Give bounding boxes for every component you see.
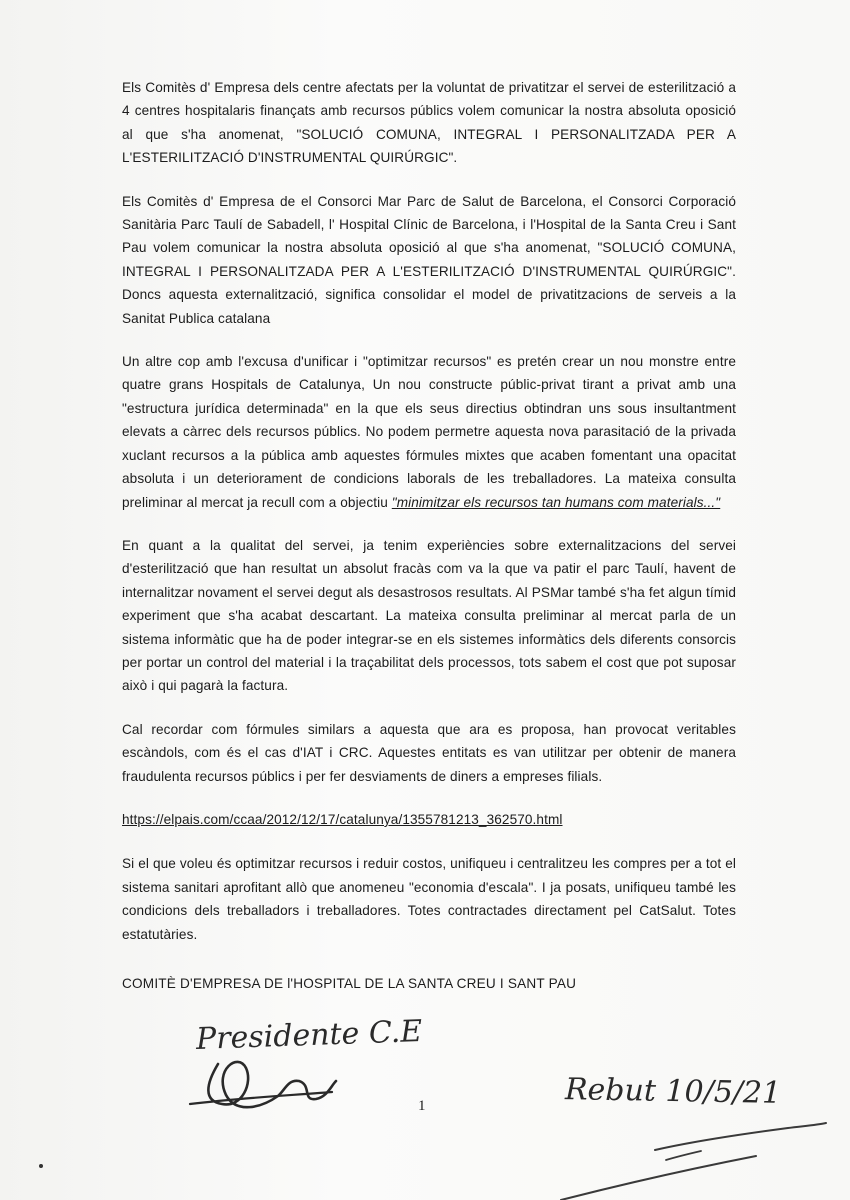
handwritten-received-note: Rebut 10/5/21 xyxy=(564,1072,782,1111)
page-number: 1 xyxy=(418,1098,426,1114)
handwritten-president-note: Presidente C.E xyxy=(195,1014,423,1057)
paragraph-5: Cal recordar com fórmules similars a aquesta que ara es proposa, han provocat veritables escàndols, com és el cas d'IAT i CRC. Aquestes entitats es van utilitzar per obtenir de manera fraudulenta recursos públics i per fer desviaments de diners a empreses filials. xyxy=(122,721,736,784)
paragraph-2: Els Comitès d' Empresa de el Consorci Mar Parc de Salut de Barcelona, el Consorci Corporació Sanitària Parc Taulí de Sabadell, l' Hospital Clínic de Barcelona, i l'Hospital de la Santa Creu i Sant Pau volem comunicar la nostra absoluta oposició al que s'ha anomenat, "SOLUCIÓ COMUNA, INTEGRAL I PERSONALITZADA PER A L'ESTERILITZACIÓ D'INSTRUMENTAL QUIRÚRGIC". Doncs aquesta externalització, significa consolidar el model de privatitzacions de serveis a la Sanitat Publica catalana xyxy=(122,193,736,326)
signoff: COMITÈ D'EMPRESA DE l'HOSPITAL DE LA SANTA CREU I SANT PAU xyxy=(122,976,577,991)
scan-dot xyxy=(39,1164,43,1168)
paragraph-3-text: Un altre cop amb l'excusa d'unificar i "optimitzar recursos" es pretén crear un nou monstre entre quatre grans Hospitals de Catalunya, Un nou constructe públic-privat tirant a privat amb una "estructura jurídica determinada" en la que els seus directius obtindran uns sous insultantment elevats a càrrec dels recursos públics. No podem permetre aquesta nova parasitació de la privada xuclant recursos a la pública amb aquestes fórmules mixtes que acaben fomentant una opacitat absoluta i un deteriorament de condicions laborals de les treballadores. La mateixa consulta preliminar al mercat ja recull com a objectiu xyxy=(122,354,736,510)
reference-link[interactable]: https://elpais.com/ccaa/2012/12/17/catalunya/1355781213_362570.html xyxy=(122,811,563,827)
paragraph-1: Els Comitès d' Empresa dels centre afectats per la voluntat de privatitzar el servei de esterilització a 4 centres hospitalaris finançats amb recursos públics volem comunicar la nostra absoluta oposició al que s'ha anomenat, "SOLUCIÓ COMUNA, INTEGRAL I PERSONALITZADA PER A L'ESTERILITZACIÓ D'INSTRUMENTAL QUIRÚRGIC". xyxy=(122,80,736,166)
pen-stroke-lower xyxy=(561,1156,756,1200)
paragraph-4: En quant a la qualitat del servei, ja tenim experiències sobre externalitzacions del servei d'esterilització que han resultat un absolut fracàs com va la que va patir el parc Taulí, havent de internalitzar novament el servei degut als desastrosos resultats. Al PSMar també s'ha fet algun tímid experiment que s'ha acabat descartant. La mateixa consulta preliminar al mercat parla de un sistema informàtic que ha de poder integrar-se en els sistemes informàtics dels diferents consorcis per portar un control del material i la traçabilitat dels processos, tots sabem el cost que pot suposar això i qui pagarà la factura. xyxy=(122,537,736,694)
pen-stroke-short xyxy=(666,1151,701,1160)
pen-stroke-upper xyxy=(655,1123,826,1150)
closing-paragraph: Si el que voleu és optimitzar recursos i reduir costos, unifiqueu i centralitzeu les compres per a tot el sistema sanitari aprofitant allò que anomeneu "economia d'escala". I ja posats, unifiqueu també les condicions dels treballadors i treballadores. Totes contractades directament pel CatSalut. Totes estatutàries. xyxy=(122,856,736,942)
paragraph-3-emphasis: "minimitzar els recursos tan humans com materials..." xyxy=(391,494,721,510)
